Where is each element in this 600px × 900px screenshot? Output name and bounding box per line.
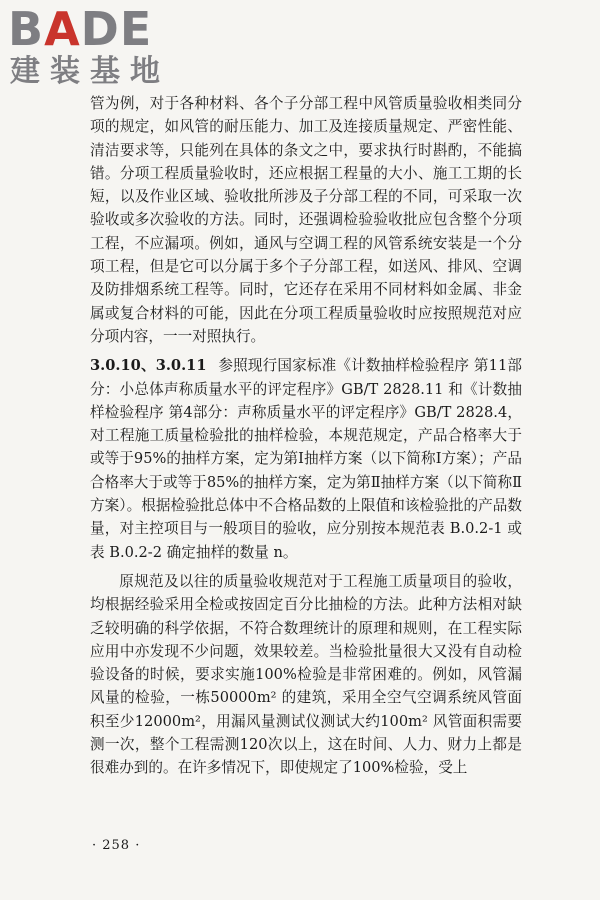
clause-text: 参照现行国家标准《计数抽样检验程序 第11部分：小总体声称质量水平的评定程序》GB/T 2828.11 和《计数抽样检验程序 第4部分：声称质量水平的评定程序》GB/T 2828.4，对工程施工质量检验批的抽样检验，本规范规定，产品合格率大于或等于95%的抽样方案，定为第Ⅰ抽样方案（以下简称Ⅰ方案）；产品合格率大于或等于85%的抽样方案，定为第Ⅱ抽样方案（以下简称Ⅱ方案）。根据检验批总体中不合格品数的上限值和该检验批的产品数量，对主控项目与一般项目的验收，应分别按本规范表 B.0.2-1 或表 B.0.2-2 确定抽样的数量 n。 [90, 357, 523, 561]
paragraph-explanation: 原规范及以往的质量验收规范对于工程施工质量项目的验收，均根据经验采用全检或按固定百分比抽检的方法。此种方法相对缺乏较明确的科学依据，不符合数理统计的原理和规则，在工程实际应用中亦发现不少问题，效果较差。当检验批量很大又没有自动检验设备的时候，要求实施100%检验是非常困难的。例如，风管漏风量的检验，一栋50000m² 的建筑，采用全空气空调系统风管面积至少12000m²，用漏风量测试仪测试大约100m² 风管面积需要测一次，整个工程需测120次以上，这在时间、人力、财力上都是很难办到的。在许多情况下，即使规定了100%检验，受上 [90, 572, 522, 777]
logo-chinese-text: 建装基地 [10, 54, 170, 89]
bade-logo [8, 2, 178, 90]
page-number: · 258 · [92, 838, 141, 853]
paragraph-continuation: 管为例，对于各种材料、各个子分部工程中风管质量验收相类同分项的规定，如风管的耐压能力、加工及连接质量规定、严密性能、清洁要求等，只能列在具体的条文之中，要求执行时斟酌，不能搞错。分项工程质量验收时，还应根据工程量的大小、施工工期的长短，以及作业区域、验收批所涉及子分部工程的不同，可采取一次验收或多次验收的方法。同时，还强调检验验收批应包含整个分项工程，不应漏项。例如，通风与空调工程的风管系统安装是一个分项工程，但是它可以分属于多个子分部工程，如送风、排风、空调及防排烟系统工程等。同时，它还存在采用不同材料如金属、非金属或复合材料的可能，因此在分项工程质量验收时应按照规范对应分项内容，一一对照执行。 [90, 95, 522, 345]
logo-wordmark: BADE [8, 2, 153, 56]
clause-number: 3.0.10、3.0.11 [90, 357, 207, 375]
paragraph-clause-3-0-10 [90, 354, 522, 564]
page-body [90, 92, 522, 780]
